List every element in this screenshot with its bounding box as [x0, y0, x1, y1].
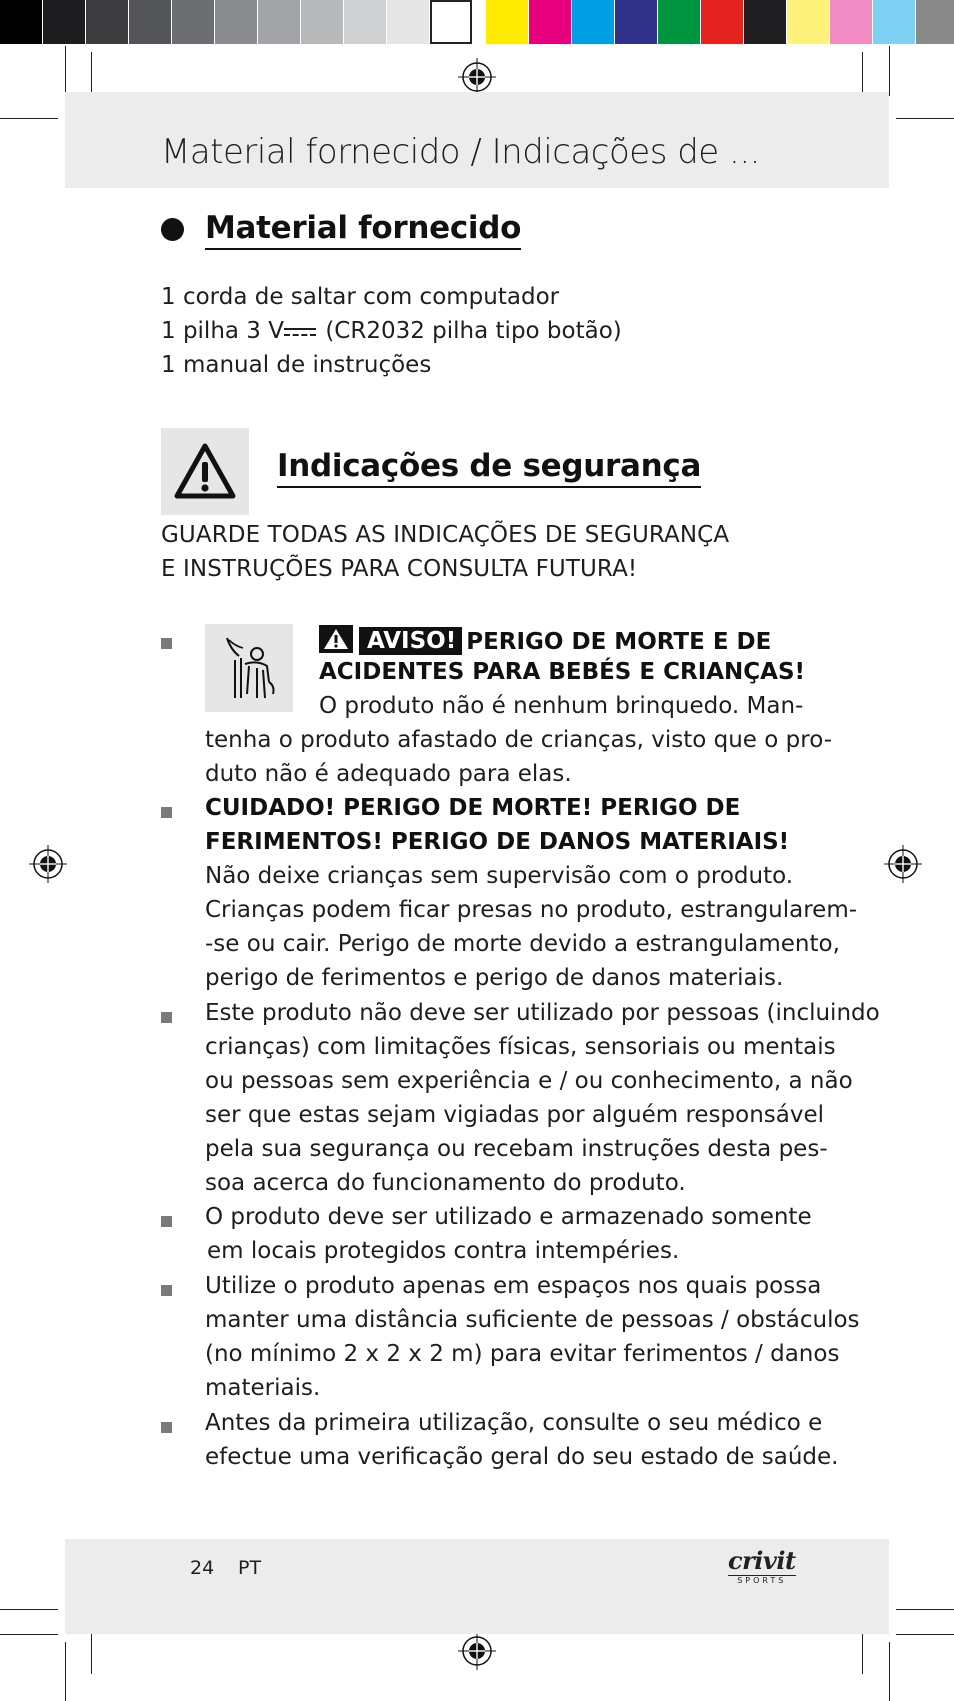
list-bullet	[161, 1216, 172, 1227]
brand-logo	[728, 1546, 796, 1586]
crop-mark	[0, 1634, 58, 1635]
list-bullet	[161, 1422, 172, 1433]
color-swatch	[486, 0, 529, 44]
warning-small-icon	[319, 625, 353, 653]
safety-text: manter uma distância suficiente de pessoas / obstáculos	[205, 1307, 860, 1333]
supplied-item	[161, 284, 559, 310]
safety-text: ou pessoas sem experiência e / ou conhecimento, a não	[205, 1068, 853, 1094]
warning-triangle-icon	[161, 428, 249, 515]
crop-mark	[862, 1628, 863, 1674]
supplied-item	[161, 318, 622, 344]
safety-text: crianças) com limitações físicas, sensoriais ou mentais	[205, 1034, 836, 1060]
grey-swatch	[387, 0, 430, 44]
crop-mark	[91, 1628, 92, 1674]
grey-swatch	[86, 0, 129, 44]
color-swatch	[701, 0, 744, 44]
warning-text: O produto não é nenhum brinquedo. Man-	[319, 693, 804, 719]
supplied-item-text: (CR2032 pilha tipo botão)	[325, 318, 622, 344]
supplied-item-text: 1 pilha 3 V	[161, 318, 284, 344]
color-swatch	[873, 0, 916, 44]
color-swatch	[615, 0, 658, 44]
safety-text: materiais.	[205, 1375, 321, 1401]
grey-swatch	[172, 0, 215, 44]
caution-text: perigo de ferimentos e perigo de danos materiais.	[205, 965, 784, 991]
list-bullet	[161, 1285, 172, 1296]
color-calibration-strip	[0, 0, 954, 46]
grey-swatch	[430, 0, 472, 44]
color-swatch	[787, 0, 830, 44]
color-swatch	[916, 0, 954, 44]
crop-mark	[65, 46, 66, 96]
warning-text: tenha o produto afastado de crianças, visto que o pro-	[205, 727, 832, 753]
registration-mark-icon	[29, 845, 67, 883]
caution-text: -se ou cair. Perigo de morte devido a estrangulamento,	[205, 931, 840, 957]
grey-swatch	[129, 0, 172, 44]
grey-swatch	[301, 0, 344, 44]
list-bullet	[161, 807, 172, 818]
registration-mark-icon	[884, 845, 922, 883]
color-swatch	[744, 0, 787, 44]
supplied-heading: Material fornecido	[205, 210, 521, 250]
brand-subtitle: SPORTS	[728, 1575, 796, 1586]
crop-mark	[896, 118, 954, 119]
section-bullet-icon	[161, 218, 184, 241]
safety-text: O produto deve ser utilizado e armazenado somente	[205, 1204, 812, 1230]
child-hazard-icon-box	[205, 624, 293, 712]
color-swatch	[572, 0, 615, 44]
warning-badge: AVISO!	[359, 627, 462, 655]
caution-title: CUIDADO! PERIGO DE MORTE! PERIGO DE	[205, 795, 741, 821]
supplied-item-text: 1 manual de instruções	[161, 352, 432, 378]
warning-icon-box	[161, 428, 249, 515]
supplied-item-text: 1 corda de saltar com computador	[161, 284, 560, 310]
keep-instructions-line: GUARDE TODAS AS INDICAÇÕES DE SEGURANÇA	[161, 522, 730, 548]
registration-mark-icon	[458, 1632, 496, 1670]
page-title: Material fornecido / Indicações de ...	[161, 132, 760, 172]
crop-mark	[889, 1642, 890, 1701]
caution-text: Não deixe crianças sem supervisão com o produto.	[205, 863, 794, 889]
warning-text: duto não é adequado para elas.	[205, 761, 572, 787]
safety-text: em locais protegidos contra intempéries.	[207, 1238, 680, 1264]
safety-text: (no mínimo 2 x 2 x 2 m) para evitar ferimentos / danos	[205, 1341, 840, 1367]
registration-mark-icon	[458, 58, 496, 96]
supplied-item	[161, 352, 431, 378]
language-code: PT	[238, 1557, 262, 1579]
safety-text: pela sua segurança ou recebam instruções desta pes-	[205, 1136, 828, 1162]
warning-title-text: PERIGO DE MORTE E DE	[466, 629, 772, 655]
grey-swatch	[344, 0, 387, 44]
crop-mark	[0, 1609, 58, 1610]
direct-current-icon	[284, 325, 316, 339]
grey-swatch	[215, 0, 258, 44]
crop-mark	[889, 46, 890, 96]
warning-title	[319, 625, 771, 656]
color-swatch	[529, 0, 572, 44]
caution-title: FERIMENTOS! PERIGO DE DANOS MATERIAIS!	[205, 829, 790, 855]
list-bullet	[161, 1012, 172, 1023]
safety-text: soa acerca do funcionamento do produto.	[205, 1170, 686, 1196]
safety-text: efectue uma verificação geral do seu estado de saúde.	[205, 1444, 839, 1470]
list-bullet	[161, 638, 172, 649]
crop-mark	[0, 118, 58, 119]
caution-text: Crianças podem ficar presas no produto, estrangularem-	[205, 897, 858, 923]
color-swatch	[830, 0, 873, 44]
keep-instructions-line: E INSTRUÇÕES PARA CONSULTA FUTURA!	[161, 556, 638, 582]
grey-swatch	[43, 0, 86, 44]
warning-title: ACIDENTES PARA BEBÉS E CRIANÇAS!	[319, 659, 806, 685]
crop-mark	[65, 1642, 66, 1701]
crop-mark	[896, 1634, 954, 1635]
safety-text: Utilize o produto apenas em espaços nos quais possa	[205, 1273, 822, 1299]
page-number: 24	[190, 1557, 215, 1579]
safety-text: Antes da primeira utilização, consulte o seu médico e	[205, 1410, 823, 1436]
crop-mark	[896, 1609, 954, 1610]
grey-swatch	[0, 0, 43, 44]
child-strangulation-icon	[205, 624, 293, 712]
safety-text: ser que estas sejam vigiadas por alguém responsável	[205, 1102, 825, 1128]
safety-heading: Indicações de segurança	[277, 448, 701, 488]
safety-text: Este produto não deve ser utilizado por pessoas (incluindo	[205, 1000, 880, 1026]
color-swatch	[658, 0, 701, 44]
grey-swatch	[258, 0, 301, 44]
brand-name: crivit	[728, 1546, 796, 1575]
